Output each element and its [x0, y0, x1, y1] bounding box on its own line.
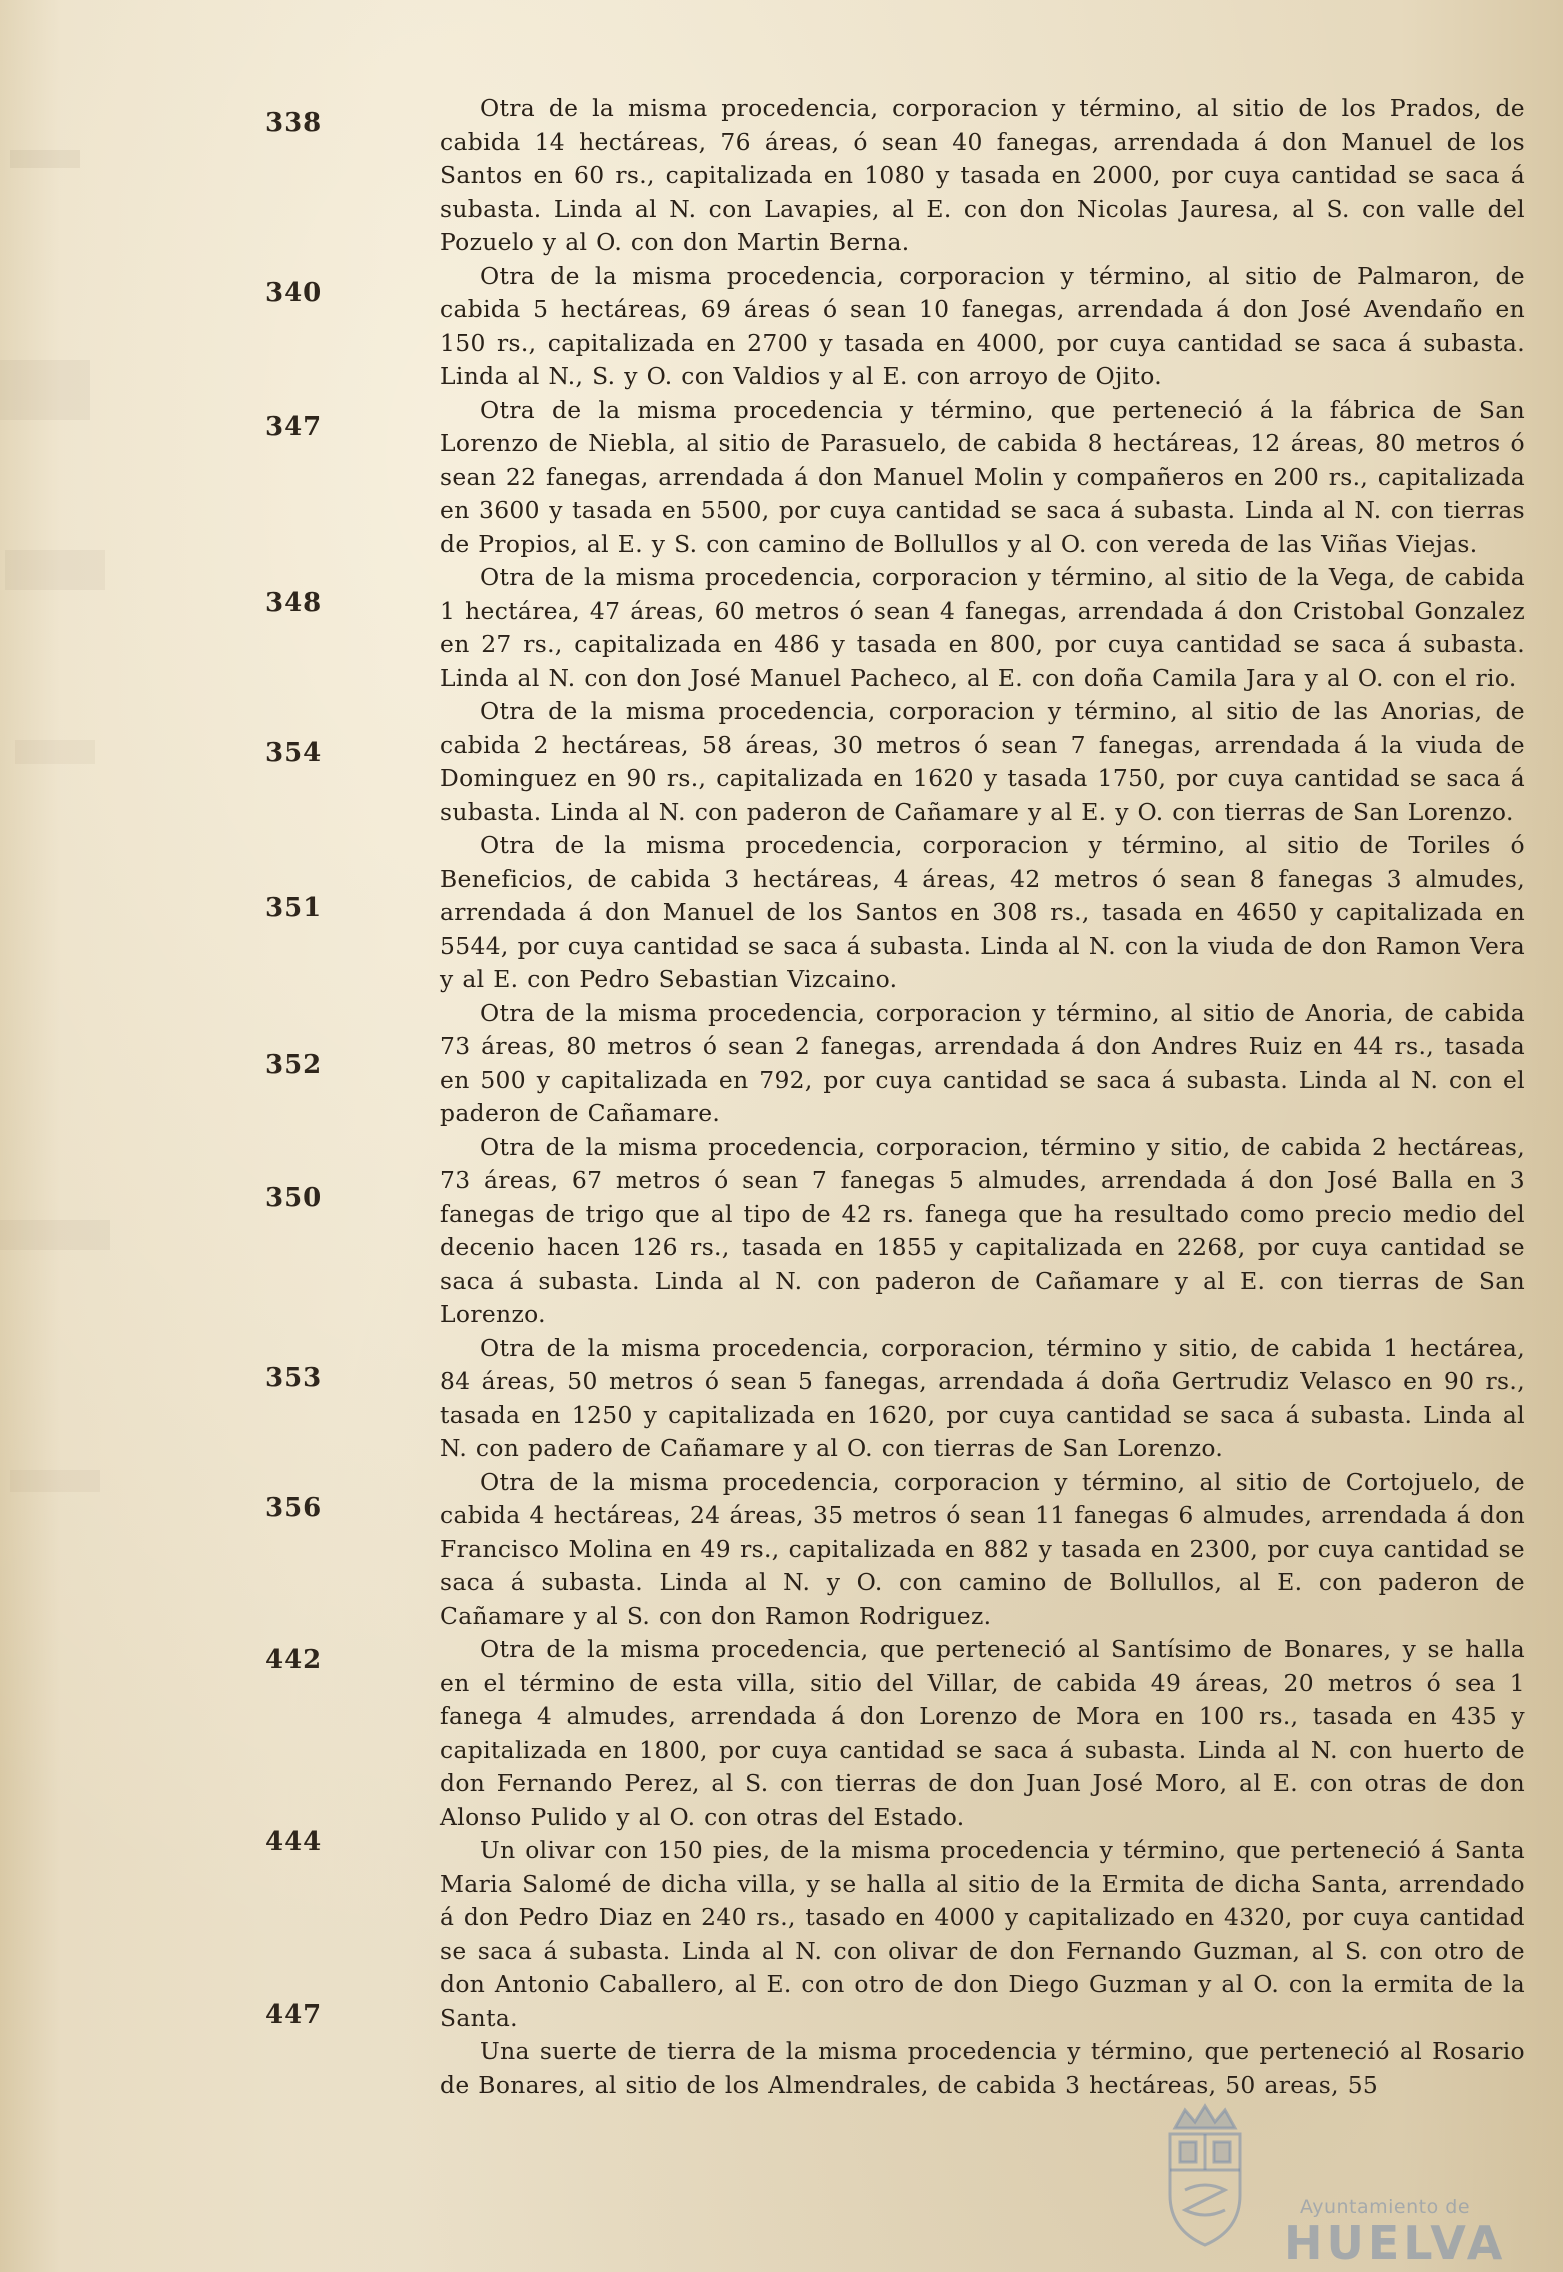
- entry-paragraph: Otra de la misma procedencia, corporacion y término, al sitio de Cortojuelo, de cabida 4 hectáreas, 24 áreas, 35 metros ó sean 11 fanegas 6 almudes, arrendada á don Francisco Molina en 49 rs., capitalizada en 882 y tasada en 2300, por cuya cantidad se saca á subasta. Linda al N. y O. con camino de Bollullos, al E. con paderon de Cañamare y al S. con don Ramon Rodriguez.: [440, 1467, 1525, 1630]
- entry-number: 442: [265, 1645, 323, 1675]
- body-text-column: [440, 92, 1525, 2102]
- bleed-through-marks: [0, 120, 110, 1620]
- entry-number: 352: [265, 1050, 323, 1080]
- entry-number: 340: [265, 278, 323, 308]
- entry-number: 351: [265, 893, 323, 923]
- entry-paragraph: Otra de la misma procedencia, corporacion y término, al sitio de Toriles ó Beneficios, de cabida 3 hectáreas, 4 áreas, 42 metros ó sean 8 fanegas 3 almudes, arrendada á don Manuel de los Santos en 308 rs., tasada en 4650 y capitalizada en 5544, por cuya cantidad se saca á subasta. Linda al N. con la viuda de don Ramon Vera y al E. con Pedro Sebastian Vizcaino.: [440, 831, 1525, 993]
- entry-number: 444: [265, 1827, 323, 1857]
- entry-paragraph: Una suerte de tierra de la misma procedencia y término, que perteneció al Rosario de Bonares, al sitio de los Almendrales, de cabida 3 hectáreas, 50 areas, 55: [440, 2037, 1525, 2099]
- entry-number: 350: [265, 1183, 323, 1213]
- entry-paragraph: Otra de la misma procedencia, corporacion y término, al sitio de Anoria, de cabida 73 áreas, 80 metros ó sean 2 fanegas, arrendada á don Andres Ruiz en 44 rs., tasada en 500 y capitalizada en 792, por cuya cantidad se saca á subasta. Linda al N. con el paderon de Cañamare.: [440, 998, 1525, 1127]
- entry-number: 353: [265, 1363, 323, 1393]
- entry-paragraph: Otra de la misma procedencia, que perteneció al Santísimo de Bonares, y se halla en el término de esta villa, sitio del Villar, de cabida 49 áreas, 20 metros ó sea 1 fanega 4 almudes, arrendada á don Lorenzo de Mora en 100 rs., tasada en 435 y capitalizada en 1800, por cuya cantidad se saca á subasta. Linda al N. con huerto de don Fernando Perez, al S. con tierras de don Juan José Moro, al E. con otras de don Alonso Pulido y al O. con otras del Estado.: [440, 1635, 1525, 1831]
- entry-paragraph: Un olivar con 150 pies, de la misma procedencia y término, que perteneció á Santa Maria Salomé de dicha villa, y se halla al sitio de la Ermita de dicha Santa, arrendado á don Pedro Diaz en 240 rs., tasado en 4000 y capitalizado en 4320, por cuya cantidad se saca á subasta. Linda al N. con olivar de don Fernando Guzman, al S. con otro de don Antonio Caballero, al E. con otro de don Diego Guzman y al O. con la ermita de la Santa.: [440, 1836, 1525, 2032]
- entry-number: 348: [265, 588, 323, 618]
- entry-paragraph: Otra de la misma procedencia, corporacion y término, al sitio de Palmaron, de cabida 5 hectáreas, 69 áreas ó sean 10 fanegas, arrendada á don José Avendaño en 150 rs., capitalizada en 2700 y tasada en 4000, por cuya cantidad se saca á subasta. Linda al N., S. y O. con Valdios y al E. con arroyo de Ojito.: [440, 261, 1525, 390]
- entry-number: 356: [265, 1493, 323, 1523]
- watermark-line-1: Ayuntamiento de: [1300, 2196, 1471, 2218]
- entry-paragraph: Otra de la misma procedencia, corporacion, término y sitio, de cabida 1 hectárea, 84 áreas, 50 metros ó sean 5 fanegas, arrendada á doña Gertrudiz Velasco en 90 rs., tasada en 1250 y capitalizada en 1620, por cuya cantidad se saca á subasta. Linda al N. con padero de Cañamare y al O. con tierras de San Lorenzo.: [440, 1333, 1525, 1462]
- entry-number: 354: [265, 738, 323, 768]
- entry-number: 338: [265, 108, 323, 138]
- entry-paragraph: Otra de la misma procedencia, corporacion y término, al sitio de las Anorias, de cabida 2 hectáreas, 58 áreas, 30 metros ó sean 7 fanegas, arrendada á la viuda de Dominguez en 90 rs., capitalizada en 1620 y tasada 1750, por cuya cantidad se saca á subasta. Linda al N. con paderon de Cañamare y al E. y O. con tierras de San Lorenzo.: [440, 697, 1525, 826]
- entry-number: 447: [265, 2000, 323, 2030]
- entry-number: 347: [265, 412, 323, 442]
- bleed-through-texture: [0, 120, 110, 1635]
- entry-paragraph: Otra de la misma procedencia y término, que perteneció á la fábrica de San Lorenzo de Niebla, al sitio de Parasuelo, de cabida 8 hectáreas, 12 áreas, 80 metros ó sean 22 fanegas, arrendada á don Manuel Molin y compañeros en 200 rs., capitalizada en 3600 y tasada en 5500, por cuya cantidad se saca á subasta. Linda al N. con tierras de Propios, al E. y S. con camino de Bollullos y al O. con vereda de las Viñas Viejas.: [440, 395, 1525, 558]
- watermark-line-2: HUELVA: [1284, 2216, 1507, 2270]
- entry-paragraph: Otra de la misma procedencia, corporacion y término, al sitio de la Vega, de cabida 1 hectárea, 47 áreas, 60 metros ó sean 4 fanegas, arrendada á don Cristobal Gonzalez en 27 rs., capitalizada en 486 y tasada en 800, por cuya cantidad se saca á subasta. Linda al N. con don José Manuel Pacheco, al E. con doña Camila Jara y al O. con el rio.: [440, 563, 1525, 692]
- entry-paragraph: Otra de la misma procedencia, corporacion, término y sitio, de cabida 2 hectáreas, 73 áreas, 67 metros ó sean 7 fanegas 5 almudes, arrendada á don José Balla en 3 fanegas de trigo que al tipo de 42 rs. fanega que ha resultado como precio medio del decenio hacen 126 rs., tasada en 1855 y capitalizada en 2268, por cuya cantidad se saca á subasta. Linda al N. con paderon de Cañamare y al E. con tierras de San Lorenzo.: [440, 1132, 1525, 1328]
- entry-paragraph: Otra de la misma procedencia, corporacion y término, al sitio de los Prados, de cabida 14 hectáreas, 76 áreas, ó sean 40 fanegas, arrendada á don Manuel de los Santos en 60 rs., capitalizada en 1080 y tasada en 2000, por cuya cantidad se saca á subasta. Linda al N. con Lavapies, al E. con don Nicolas Jauresa, al S. con valle del Pozuelo y al O. con don Martin Berna.: [440, 94, 1525, 256]
